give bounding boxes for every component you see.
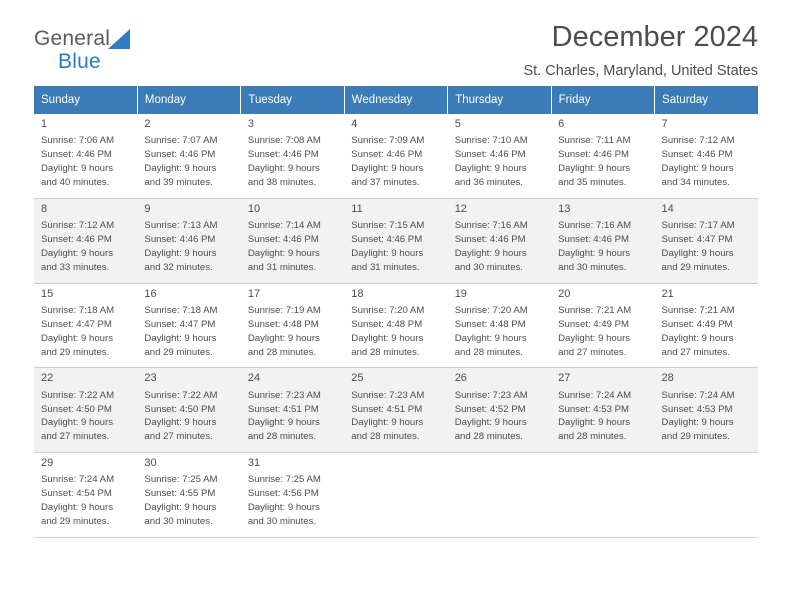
calendar-week-row [34,368,758,453]
daylight-text-line2: and 29 minutes. [41,346,110,358]
day-cell [34,453,137,538]
sunset-text: Sunset: 4:50 PM [144,403,216,415]
daylight-text-line2: and 28 minutes. [247,431,317,443]
daylight-text-line2: and 28 minutes. [351,431,420,443]
daylight-text-line1: Daylight: 9 hours [351,247,424,259]
sunset-text: Sunset: 4:46 PM [558,233,630,245]
day-cell-empty [344,453,447,538]
logo-text-blue: Blue [58,50,101,73]
day-cell-empty [448,453,551,538]
sunrise-text: Sunrise: 7:24 AM [41,474,115,486]
daylight-text-line1: Daylight: 9 hours [351,332,424,344]
daylight-text-line2: and 27 minutes. [144,431,213,443]
day-cell [241,114,344,198]
day-number: 13 [558,202,571,215]
day-cell [655,114,758,198]
day-cell [34,368,137,453]
daylight-text-line1: Daylight: 9 hours [558,332,631,344]
calendar-week-row [34,198,758,283]
day-number: 27 [558,372,571,385]
sunset-text: Sunset: 4:46 PM [351,233,423,245]
daylight-text-line2: and 38 minutes. [247,176,317,188]
daylight-text-line1: Daylight: 9 hours [144,163,217,174]
day-number: 6 [558,118,565,130]
sunset-text: Sunset: 4:46 PM [144,233,216,245]
sunrise-text: Sunrise: 7:23 AM [351,389,425,401]
sunrise-text: Sunrise: 7:24 AM [558,389,632,401]
daylight-text-line2: and 39 minutes. [144,176,213,188]
day-number: 24 [247,372,261,385]
sunset-text: Sunset: 4:52 PM [454,403,526,415]
day-cell [137,453,240,538]
sunrise-text: Sunrise: 7:20 AM [454,304,528,316]
sunrise-text: Sunrise: 7:17 AM [661,220,735,231]
sunrise-text: Sunrise: 7:15 AM [351,220,425,231]
daylight-text-line1: Daylight: 9 hours [144,417,217,429]
sunrise-text: Sunrise: 7:08 AM [247,135,321,147]
daylight-text-line2: and 28 minutes. [454,346,523,358]
daylight-text-line1: Daylight: 9 hours [41,163,113,174]
daylight-text-line1: Daylight: 9 hours [247,332,320,344]
sunset-text: Sunset: 4:46 PM [661,149,733,161]
daylight-text-line2: and 29 minutes. [661,431,730,443]
daylight-text-line1: Daylight: 9 hours [247,247,320,259]
sunset-text: Sunset: 4:46 PM [144,149,216,161]
sunrise-text: Sunrise: 7:13 AM [144,220,218,231]
sunrise-text: Sunrise: 7:20 AM [351,304,425,316]
sunset-text: Sunset: 4:46 PM [454,233,526,245]
daylight-text-line2: and 37 minutes. [351,176,420,188]
sunrise-text: Sunrise: 7:16 AM [454,220,528,231]
sunrise-text: Sunrise: 7:25 AM [247,474,321,486]
daylight-text-line1: Daylight: 9 hours [247,502,320,514]
daylight-text-line1: Daylight: 9 hours [247,163,320,174]
daylight-text-line2: and 27 minutes. [41,431,110,443]
day-number: 18 [351,287,364,300]
day-cell [137,283,240,368]
weekday-header-row [34,86,758,114]
daylight-text-line1: Daylight: 9 hours [41,332,113,344]
day-number: 1 [41,118,48,130]
calendar-week-row [34,453,758,538]
day-number: 22 [41,372,54,385]
sunset-text: Sunset: 4:47 PM [144,318,216,330]
day-number: 15 [41,287,54,300]
day-number: 9 [144,202,151,215]
weekday-header-tuesday: Tuesday [241,86,344,114]
day-number: 10 [247,202,261,215]
day-number: 5 [454,118,461,130]
sunrise-text: Sunrise: 7:06 AM [41,135,115,147]
day-number: 12 [454,202,467,215]
daylight-text-line2: and 30 minutes. [454,261,523,273]
sunset-text: Sunset: 4:51 PM [351,403,423,415]
daylight-text-line1: Daylight: 9 hours [558,247,631,259]
sunset-text: Sunset: 4:48 PM [351,318,423,330]
daylight-text-line1: Daylight: 9 hours [661,163,734,174]
daylight-text-line2: and 30 minutes. [558,261,627,273]
daylight-text-line2: and 34 minutes. [661,176,730,188]
day-number: 16 [144,287,157,300]
daylight-text-line2: and 40 minutes. [41,176,110,188]
day-cell [551,283,654,368]
daylight-text-line1: Daylight: 9 hours [41,247,113,259]
weekday-header-friday: Friday [551,86,654,114]
sunrise-text: Sunrise: 7:10 AM [454,135,528,147]
daylight-text-line2: and 27 minutes. [558,346,627,358]
daylight-text-line1: Daylight: 9 hours [41,417,113,429]
sunrise-text: Sunrise: 7:21 AM [558,304,632,316]
weekday-header-monday: Monday [137,86,240,114]
daylight-text-line1: Daylight: 9 hours [454,332,527,344]
daylight-text-line2: and 35 minutes. [558,176,627,188]
day-cell [448,198,551,283]
day-number: 21 [661,287,674,300]
daylight-text-line1: Daylight: 9 hours [454,247,527,259]
day-cell [551,114,654,198]
sunset-text: Sunset: 4:46 PM [41,233,112,245]
sunset-text: Sunset: 4:54 PM [41,488,112,500]
day-cell [34,283,137,368]
sunset-text: Sunset: 4:46 PM [41,149,112,161]
day-number: 7 [661,118,668,130]
daylight-text-line2: and 27 minutes. [661,346,730,358]
daylight-text-line1: Daylight: 9 hours [661,247,734,259]
title-block [34,0,758,79]
daylight-text-line1: Daylight: 9 hours [144,247,217,259]
sunrise-text: Sunrise: 7:23 AM [247,389,321,401]
day-number: 17 [247,287,261,300]
day-number: 23 [144,372,157,385]
daylight-text-line2: and 28 minutes. [558,431,627,443]
sunrise-text: Sunrise: 7:18 AM [41,304,115,316]
sunset-text: Sunset: 4:49 PM [558,318,630,330]
sunset-text: Sunset: 4:50 PM [41,403,112,415]
day-cell [551,198,654,283]
sunrise-text: Sunrise: 7:22 AM [41,389,115,401]
daylight-text-line2: and 30 minutes. [247,516,317,528]
logo-text-general: General [34,27,111,50]
sunset-text: Sunset: 4:47 PM [661,233,733,245]
sunrise-text: Sunrise: 7:16 AM [558,220,632,231]
weekday-header-saturday: Saturday [655,86,758,114]
day-cell [241,283,344,368]
weekday-header-thursday: Thursday [448,86,551,114]
sunset-text: Sunset: 4:46 PM [247,233,319,245]
day-number: 29 [41,457,54,470]
day-cell [137,198,240,283]
sunrise-text: Sunrise: 7:14 AM [247,220,321,231]
daylight-text-line2: and 33 minutes. [41,261,110,273]
day-number: 25 [351,372,364,385]
daylight-text-line1: Daylight: 9 hours [351,163,424,174]
sunset-text: Sunset: 4:55 PM [144,488,216,500]
daylight-text-line2: and 28 minutes. [247,346,317,358]
day-number: 28 [661,372,674,385]
daylight-text-line1: Daylight: 9 hours [41,502,113,514]
day-number: 11 [351,202,363,215]
day-number: 26 [454,372,467,385]
sunset-text: Sunset: 4:51 PM [247,403,319,415]
daylight-text-line2: and 28 minutes. [351,346,420,358]
sunrise-text: Sunrise: 7:25 AM [144,474,218,486]
sunset-text: Sunset: 4:46 PM [558,149,630,161]
day-cell [655,198,758,283]
calendar-table [34,86,758,538]
daylight-text-line1: Daylight: 9 hours [454,163,527,174]
daylight-text-line1: Daylight: 9 hours [144,332,217,344]
day-cell [344,368,447,453]
sunset-text: Sunset: 4:53 PM [661,403,733,415]
calendar-week-row [34,283,758,368]
sunrise-text: Sunrise: 7:22 AM [144,389,218,401]
daylight-text-line2: and 28 minutes. [454,431,523,443]
day-cell [137,114,240,198]
daylight-text-line2: and 29 minutes. [144,346,213,358]
day-number: 14 [661,202,674,215]
sunrise-text: Sunrise: 7:23 AM [454,389,528,401]
day-cell [448,114,551,198]
day-cell [137,368,240,453]
daylight-text-line2: and 31 minutes. [247,261,317,273]
daylight-text-line1: Daylight: 9 hours [454,417,527,429]
day-cell [241,198,344,283]
daylight-text-line1: Daylight: 9 hours [558,417,631,429]
sunrise-text: Sunrise: 7:12 AM [41,220,115,231]
day-cell [344,198,447,283]
daylight-text-line1: Daylight: 9 hours [661,332,734,344]
day-cell [551,368,654,453]
day-cell [241,368,344,453]
sunset-text: Sunset: 4:49 PM [661,318,733,330]
sunrise-text: Sunrise: 7:21 AM [661,304,735,316]
day-number: 30 [144,457,157,470]
day-number: 20 [558,287,571,300]
daylight-text-line1: Daylight: 9 hours [351,417,424,429]
day-number: 4 [351,118,358,130]
sunrise-text: Sunrise: 7:11 AM [558,135,631,147]
sunset-text: Sunset: 4:46 PM [247,149,319,161]
sunrise-text: Sunrise: 7:24 AM [661,389,735,401]
day-cell-empty [655,453,758,538]
sunset-text: Sunset: 4:46 PM [454,149,526,161]
logo [34,28,110,72]
triangle-mark-icon [108,29,130,49]
day-number: 2 [144,118,151,130]
daylight-text-line2: and 31 minutes. [351,261,420,273]
calendar-week-row [34,114,758,198]
day-cell [655,283,758,368]
day-cell [448,283,551,368]
sunrise-text: Sunrise: 7:19 AM [247,304,321,316]
day-number: 8 [41,202,48,215]
sunset-text: Sunset: 4:47 PM [41,318,112,330]
weekday-header-wednesday: Wednesday [344,86,447,114]
sunrise-text: Sunrise: 7:09 AM [351,135,425,147]
daylight-text-line2: and 36 minutes. [454,176,523,188]
sunset-text: Sunset: 4:56 PM [247,488,319,500]
sunset-text: Sunset: 4:53 PM [558,403,630,415]
day-number: 31 [247,457,261,470]
day-cell [344,283,447,368]
daylight-text-line1: Daylight: 9 hours [247,417,320,429]
daylight-text-line1: Daylight: 9 hours [558,163,631,174]
day-cell [448,368,551,453]
day-cell [34,114,137,198]
day-cell [344,114,447,198]
daylight-text-line2: and 32 minutes. [144,261,213,273]
daylight-text-line2: and 29 minutes. [41,516,110,528]
sunset-text: Sunset: 4:48 PM [247,318,319,330]
day-cell [241,453,344,538]
weekday-header-sunday: Sunday [34,86,137,114]
sunrise-text: Sunrise: 7:07 AM [144,135,218,147]
day-cell [34,198,137,283]
sunset-text: Sunset: 4:46 PM [351,149,423,161]
day-cell-empty [551,453,654,538]
page-title: December 2024 [551,21,758,53]
sunrise-text: Sunrise: 7:12 AM [661,135,735,147]
day-number: 19 [454,287,467,300]
day-number: 3 [247,118,254,130]
page-header [34,0,758,79]
daylight-text-line2: and 30 minutes. [144,516,213,528]
day-cell [655,368,758,453]
sunset-text: Sunset: 4:48 PM [454,318,526,330]
location-subtitle: St. Charles, Maryland, United States [523,62,758,79]
daylight-text-line1: Daylight: 9 hours [144,502,217,514]
daylight-text-line2: and 29 minutes. [661,261,730,273]
daylight-text-line1: Daylight: 9 hours [661,417,734,429]
sunrise-text: Sunrise: 7:18 AM [144,304,218,316]
